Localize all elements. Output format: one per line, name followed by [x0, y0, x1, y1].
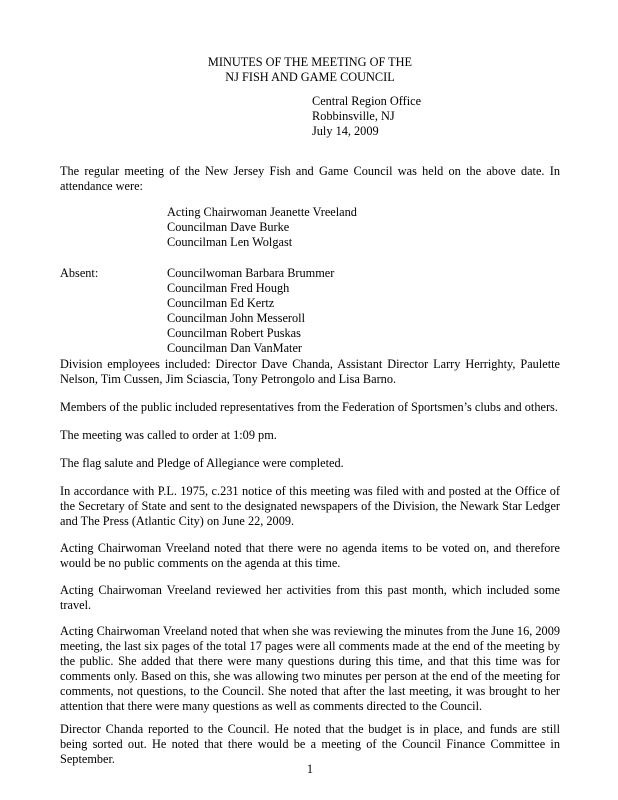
flag-salute-paragraph: The flag salute and Pledge of Allegiance were completed. [60, 456, 344, 470]
absent-list [167, 266, 467, 356]
absent-item: Councilwoman Barbara Brummer [167, 266, 335, 280]
public-attendance-paragraph: Members of the public included representatives from the Federation of Sportsmen’s clubs and others. [60, 400, 558, 414]
agenda-paragraph: Acting Chairwoman Vreeland noted that there were no agenda items to be voted on, and therefore would be no public comments on the agenda at this time. [60, 541, 560, 570]
public-notice-paragraph: In accordance with P.L. 1975, c.231 notice of this meeting was filed with and posted at the Office of the Secretary of State and sent to the designated newspapers of the Division, the Newark Star Ledger and The Press (Atlantic City) on June 22, 2009. [60, 484, 560, 528]
title-line-2: NJ FISH AND GAME COUNCIL [225, 70, 395, 84]
intro-paragraph: The regular meeting of the New Jersey Fish and Game Council was held on the above date. In attendance were: [60, 164, 560, 193]
location-city: Robbinsville, NJ [312, 109, 395, 123]
activities-paragraph: Acting Chairwoman Vreeland reviewed her activities from this past month, which included some travel. [60, 583, 560, 612]
attendee-item: Councilman Dave Burke [167, 220, 290, 234]
absent-item: Councilman Fred Hough [167, 281, 290, 295]
director-report-paragraph: Director Chanda reported to the Council. He noted that the budget is in place, and funds are still being sorted out. He noted that there would be a meeting of the Council Finance Committee in September. [60, 722, 560, 766]
attendee-item: Acting Chairwoman Jeanette Vreeland [167, 205, 357, 219]
minutes-review-paragraph: Acting Chairwoman Vreeland noted that when she was reviewing the minutes from the June 16, 2009 meeting, the last six pages of the total 17 pages were all comments made at the end of the meeting by the public. She added that there were many questions during this time, and that this time was for comments only. Based on this, she was allowing two minutes per person at the end of the meeting for comments, not questions, to the Council. She noted that after the last meeting, it was brought to her attention that there were many questions as well as comments directed to the Council. [60, 624, 560, 713]
page-number: 1 [306, 762, 314, 776]
attendee-list [167, 205, 467, 250]
absent-item: Councilman Ed Kertz [167, 296, 275, 310]
absent-item: Councilman John Messeroll [167, 311, 305, 325]
absent-item: Councilman Robert Puskas [167, 326, 301, 340]
call-to-order-paragraph: The meeting was called to order at 1:09 pm. [60, 428, 277, 442]
meeting-date: July 14, 2009 [312, 124, 379, 138]
division-employees-paragraph: Division employees included: Director Dave Chanda, Assistant Director Larry Herrighty, Paulette Nelson, Tim Cussen, Jim Sciascia, Tony Petrongolo and Lisa Barno. [60, 357, 560, 386]
location-office: Central Region Office [312, 94, 422, 108]
document-title [160, 55, 460, 85]
title-line-1: MINUTES OF THE MEETING OF THE [207, 55, 413, 69]
absent-label: Absent: [60, 266, 99, 280]
absent-item: Councilman Dan VanMater [167, 341, 303, 355]
attendee-item: Councilman Len Wolgast [167, 235, 293, 249]
meeting-location-block [312, 94, 512, 139]
